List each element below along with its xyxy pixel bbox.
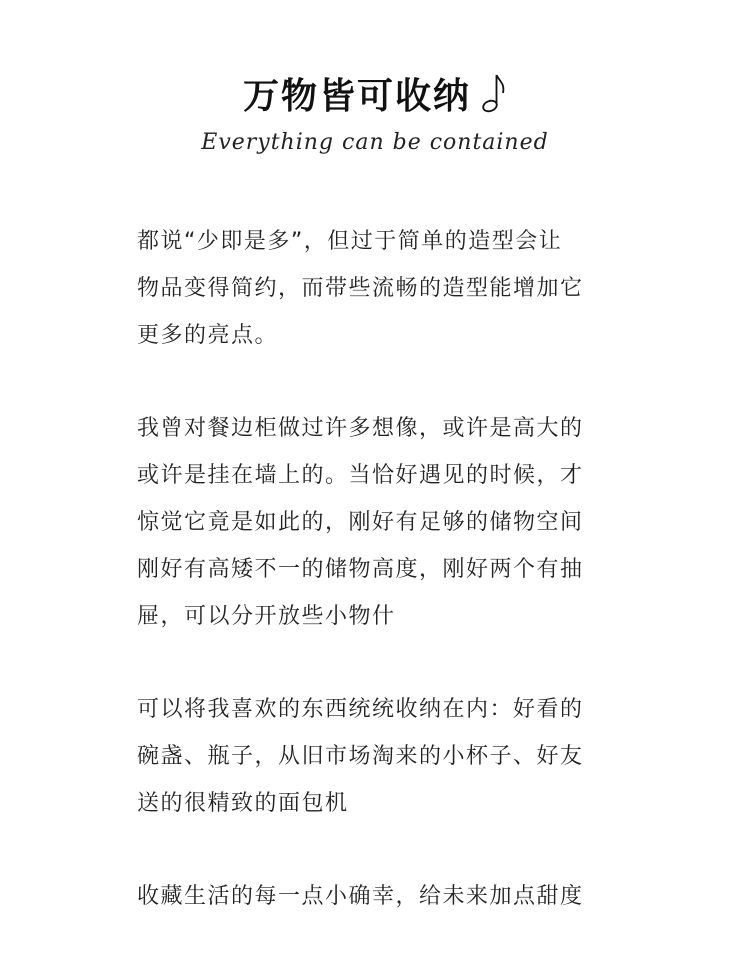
text-line: 惊觉它竟是如此的，刚好有足够的储物空间 [137, 510, 584, 535]
text-line: 收藏生活的每一点小确幸，给未来加点甜度 [137, 884, 584, 909]
paragraph [137, 873, 617, 920]
text-line: 刚好有高矮不一的储物高度，刚好两个有抽 [137, 557, 584, 582]
text-line: 送的很精致的面包机 [137, 791, 349, 816]
page-subtitle: Everything can be contained [201, 130, 549, 155]
text-line: 物品变得简约，而带些流畅的造型能增加它 [137, 276, 584, 301]
paragraph [137, 405, 617, 640]
text-line: 更多的亮点。 [137, 323, 279, 348]
paragraph [137, 218, 617, 359]
text-line: 或许是挂在墙上的。当恰好遇见的时候，才 [137, 463, 584, 488]
music-note-icon [481, 71, 507, 115]
text-line: 屉，可以分开放些小物什 [137, 604, 396, 629]
text-line: 碗盏、瓶子，从旧市场淘来的小杯子、好友 [137, 744, 584, 769]
text-line: 可以将我喜欢的东西统统收纳在内：好看的 [137, 697, 584, 722]
title-row [0, 66, 750, 120]
page-title: 万物皆可收纳 [242, 75, 471, 117]
paragraph [137, 686, 617, 827]
text-line: 都说“少即是多”，但过于简单的造型会让 [137, 229, 563, 254]
text-line: 我曾对餐边柜做过许多想像，或许是高大的 [137, 416, 584, 441]
article-body [137, 218, 617, 966]
